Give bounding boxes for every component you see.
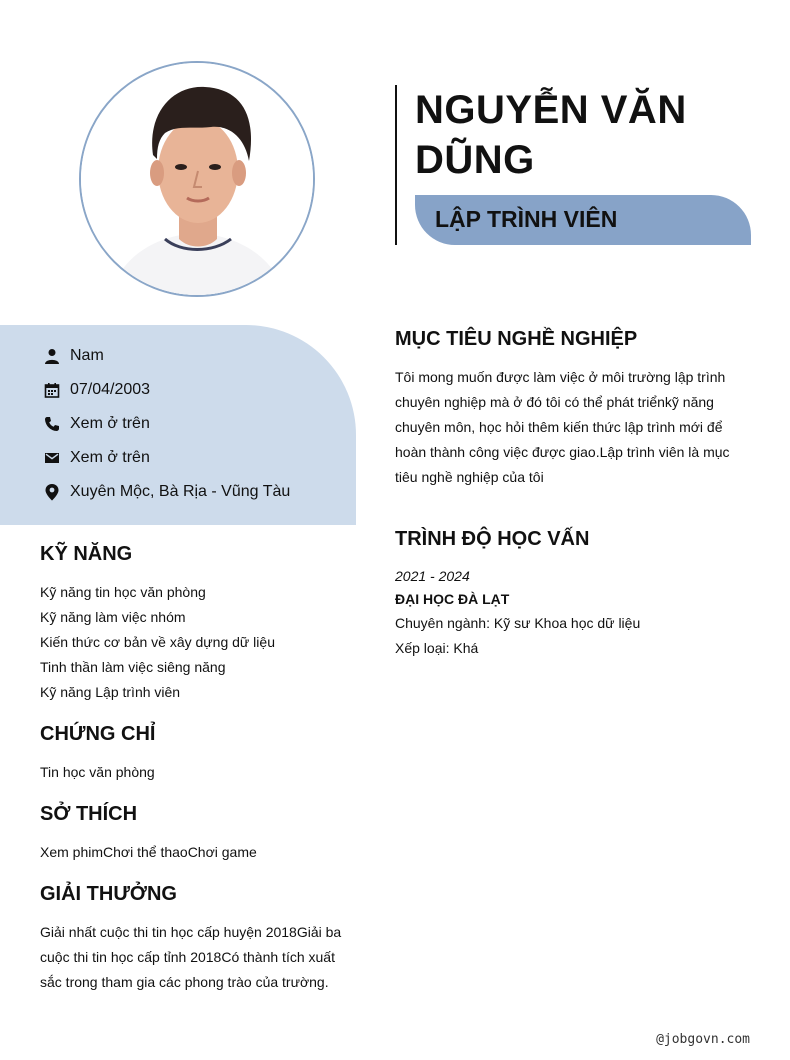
contact-phone-text: Xem ở trên [70,415,150,432]
header-name-block [395,85,755,245]
contact-gender [42,344,104,368]
education-title: TRÌNH ĐỘ HỌC VẤN [395,528,590,550]
contact-gender-text: Nam [70,347,104,364]
hobbies-text: Xem phimChơi thể thaoChơi game [40,844,257,860]
education-major: Chuyên ngành: Kỹ sư Khoa học dữ liệu [395,615,641,631]
contact-address [42,480,290,504]
contact-address-text: Xuyên Mộc, Bà Rịa - Vũng Tàu [70,483,291,500]
list-item: Kỹ năng tin học văn phòng [40,584,206,600]
list-item: Tinh thần làm việc siêng năng [40,659,226,675]
calendar-icon [42,380,62,400]
skills-list [40,580,275,705]
profile-photo [79,61,315,297]
location-pin-icon [42,482,62,502]
portrait-image [81,63,313,295]
list-item: Kỹ năng Lập trình viên [40,684,181,700]
watermark: @jobgovn.com [656,1032,750,1047]
education-entry [395,565,745,661]
job-title-badge [415,195,751,245]
list-item: Kiến thức cơ bản về xây dựng dữ liệu [40,634,275,650]
education-grade: Xếp loại: Khá [395,640,479,656]
contact-birthdate [42,378,150,402]
contact-panel [0,325,356,525]
hobbies-title: SỞ THÍCH [40,803,138,825]
education-school: ĐẠI HỌC ĐÀ LẠT [395,591,510,607]
mail-icon [42,448,62,468]
certificates-title: CHỨNG CHỈ [40,723,156,745]
contact-birthdate-text: 07/04/2003 [70,381,151,398]
awards-text: Giải nhất cuộc thi tin học cấp huyện 2018Giải ba cuộc thi tin học cấp tỉnh 2018Có thành tích xuất sắc trong tham gia các phong trào của trường. [40,924,342,990]
person-icon [42,346,62,366]
list-item: Kỹ năng làm việc nhóm [40,609,186,625]
contact-phone [42,412,150,436]
education-years: 2021 - 2024 [395,568,470,584]
certificates-text: Tin học văn phòng [40,764,155,780]
job-title: LẬP TRÌNH VIÊN [435,206,618,232]
skills-title: KỸ NĂNG [40,543,133,565]
phone-icon [42,414,62,434]
objective-text: Tôi mong muốn được làm việc ở môi trường lập trình chuyên nghiệp mà ở đó tôi có thể phát triểnkỹ năng chuyên môn, học hỏi thêm kiến thức lập trình mới để hoàn thành công việc được giao.Lập trình viên là mục tiêu nghề nghiệp của tôi [395,369,730,485]
objective-title: MỤC TIÊU NGHỀ NGHIỆP [395,328,638,350]
contact-email [42,446,150,470]
awards-title: GIẢI THƯỞNG [40,883,177,905]
full-name: NGUYỄN VĂN DŨNG [415,88,687,182]
contact-email-text: Xem ở trên [70,449,150,466]
